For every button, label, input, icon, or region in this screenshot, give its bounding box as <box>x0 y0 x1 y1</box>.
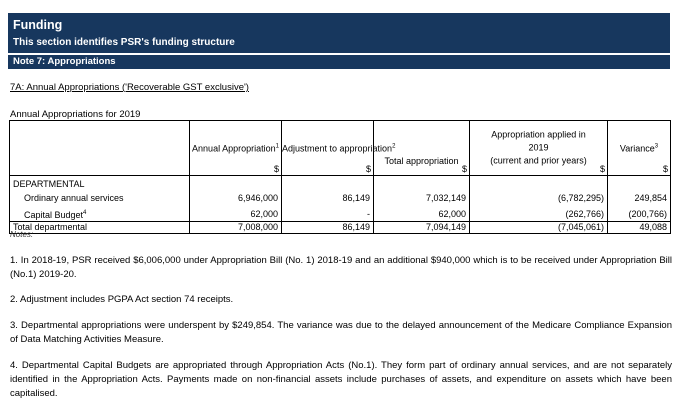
footnote-3: 3. Departmental appropriations were underspent by $249,854. The variance was due to the delayed announcement of the Medicare Compliance Expansion of Data Matching Activities Measure. <box>10 320 672 345</box>
total-label: Total departmental <box>10 222 190 234</box>
footnote-2: 2. Adjustment includes PGPA Act section 74 receipts. <box>10 294 234 305</box>
col-header-total-label: Total appropriation <box>384 156 459 166</box>
total-value: 86,149 <box>282 222 374 234</box>
cell-value: 62,000 <box>374 204 470 222</box>
cell-value: 249,854 <box>608 190 671 204</box>
row-label-text: Ordinary annual services <box>24 193 124 203</box>
section-title: Funding <box>13 18 63 32</box>
section-header <box>8 13 670 53</box>
notes-label: Notes: <box>10 230 34 239</box>
cell-value: 7,032,149 <box>374 190 470 204</box>
col-header-adjustment-sup: 2 <box>392 143 396 150</box>
table-row <box>10 204 671 222</box>
col-header-annual-sup: 1 <box>275 143 279 150</box>
total-value: 49,088 <box>608 222 671 234</box>
cell-value: 6,946,000 <box>190 190 282 204</box>
footnote-1: 1. In 2018-19, PSR received $6,006,000 under Appropriation Bill (No. 1) 2018-19 and an additional $940,000 which is to be received under Appropriation Bill (No.1) 2019-20. <box>10 255 672 280</box>
row-label-sup: 4 <box>83 210 87 216</box>
col-header-annual <box>190 121 282 176</box>
row-label-text: Capital Budget <box>24 210 84 220</box>
total-value: (7,045,061) <box>470 222 608 234</box>
total-value: 7,094,149 <box>374 222 470 234</box>
total-row <box>10 222 671 234</box>
col-header-adjustment-label: Adjustment to appropriation <box>282 143 393 154</box>
col-header-variance-label: Variance <box>619 143 655 154</box>
col-header-applied-line1: Appropriation applied in <box>491 129 586 140</box>
row-label <box>10 190 190 204</box>
note-bar <box>8 55 670 69</box>
cell-value: - <box>282 204 374 222</box>
note-title: Note 7: Appropriations <box>13 56 116 67</box>
row-label <box>10 204 190 222</box>
table-row <box>10 190 671 204</box>
header-blank <box>10 121 190 176</box>
col-unit: $ <box>662 164 668 174</box>
section-row <box>10 176 671 191</box>
col-unit: $ <box>461 164 467 174</box>
col-header-applied <box>470 121 608 176</box>
col-header-applied-line2: 2019 <box>528 142 549 153</box>
table-header-row <box>10 121 671 176</box>
col-header-annual-label: Annual Appropriation <box>192 143 276 154</box>
col-header-variance-sup: 3 <box>654 143 659 150</box>
col-header-variance <box>608 121 671 176</box>
footnote-4: 4. Departmental Capital Budgets are appropriated through Appropriation Acts (No.1). They form part of ordinary annual services, and are not separately identified in the Appropriation Acts. Payments made on non-financial assets include purchases of assets, and expenditure on assets which have been capitalised. <box>10 360 672 399</box>
cell-value: (6,782,295) <box>470 190 608 204</box>
col-header-adjustment <box>282 121 396 176</box>
cell-value: 62,000 <box>190 204 282 222</box>
col-unit: $ <box>273 164 279 174</box>
cell-value: (262,766) <box>470 204 608 222</box>
cell-value: (200,766) <box>608 204 671 222</box>
col-unit: $ <box>365 164 371 174</box>
table-title: Annual Appropriations for 2019 <box>10 109 141 120</box>
col-header-total <box>374 121 470 176</box>
cell-value: 86,149 <box>282 190 374 204</box>
section-subtitle: This section identifies PSR's funding structure <box>13 37 235 48</box>
total-value: 7,008,000 <box>190 222 282 234</box>
section-label: DEPARTMENTAL <box>10 176 190 191</box>
col-header-applied-line3: (current and prior years) <box>490 155 587 166</box>
appropriations-table <box>9 120 671 234</box>
table-subheading: 7A: Annual Appropriations ('Recoverable GST exclusive') <box>10 82 249 93</box>
col-unit: $ <box>599 164 605 174</box>
